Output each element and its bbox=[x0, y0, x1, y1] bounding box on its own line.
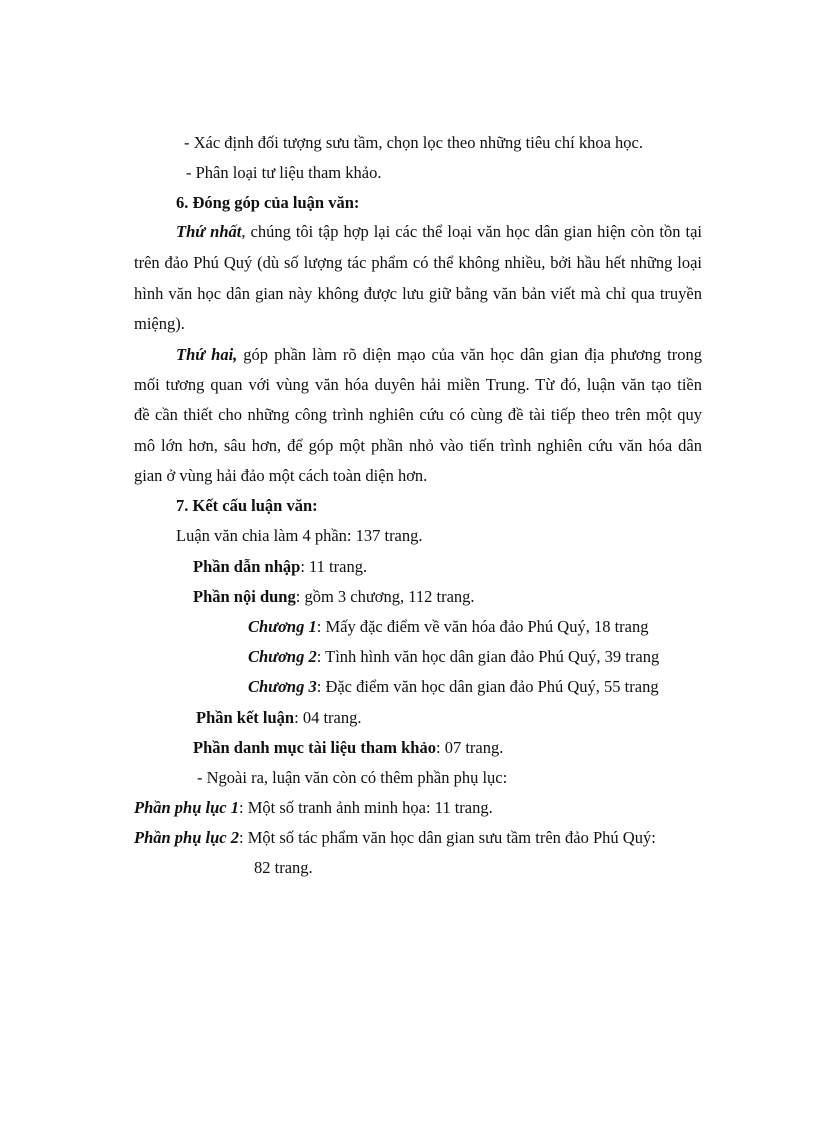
method-item-1: - Xác định đối tượng sưu tầm, chọn lọc theo những tiêu chí khoa học. bbox=[184, 133, 643, 152]
references-part: Phần danh mục tài liệu tham khảo: 07 trang. bbox=[193, 738, 504, 757]
chapter-1: Chương 1: Mấy đặc điểm về văn hóa đảo Phú Quý, 18 trang bbox=[248, 617, 649, 636]
section-7-heading: 7. Kết cấu luận văn: bbox=[176, 496, 318, 515]
first-contribution-line-4: miệng). bbox=[134, 314, 185, 333]
appendix-intro: - Ngoài ra, luận văn còn có thêm phần phụ lục: bbox=[197, 768, 508, 787]
conclusion-part: Phần kết luận: 04 trang. bbox=[196, 708, 362, 727]
first-contribution-line-3: hình văn học dân gian này không được lưu giữ bằng văn bản viết mà chỉ qua truyền bbox=[134, 284, 702, 303]
second-label: Thứ hai, bbox=[176, 345, 238, 364]
appendix-2-continuation: 82 trang. bbox=[254, 858, 313, 877]
appendix-1: Phần phụ lục 1: Một số tranh ảnh minh họa: 11 trang. bbox=[134, 798, 493, 817]
second-contribution-line-3: đề cần thiết cho những công trình nghiên cứu có cùng đề tài tiếp theo trên một quy bbox=[134, 405, 702, 424]
intro-part: Phần dẫn nhập: 11 trang. bbox=[193, 557, 368, 576]
first-label: Thứ nhất bbox=[176, 222, 242, 241]
method-item-2: - Phân loại tư liệu tham khảo. bbox=[186, 163, 382, 182]
chapter-2: Chương 2: Tình hình văn học dân gian đảo Phú Quý, 39 trang bbox=[248, 647, 660, 666]
appendix-2: Phần phụ lục 2: Một số tác phẩm văn học dân gian sưu tầm trên đảo Phú Quý: bbox=[134, 828, 656, 847]
second-contribution-line-4: mô lớn hơn, sâu hơn, để góp một phần nhỏ vào tiến trình nghiên cứu văn hóa dân bbox=[134, 436, 702, 455]
first-contribution-line-1: Thứ nhất, chúng tôi tập hợp lại các thể loại văn học dân gian hiện còn tồn tại bbox=[176, 222, 702, 241]
chapter-3: Chương 3: Đặc điểm văn học dân gian đảo Phú Quý, 55 trang bbox=[248, 677, 659, 696]
content-part: Phần nội dung: gồm 3 chương, 112 trang. bbox=[193, 587, 475, 606]
structure-intro: Luận văn chia làm 4 phần: 137 trang. bbox=[176, 526, 423, 545]
section-6-heading: 6. Đóng góp của luận văn: bbox=[176, 193, 360, 212]
first-contribution-line-2: trên đảo Phú Quý (dù số lượng tác phẩm có thể không nhiều, bởi hầu hết những loại bbox=[134, 253, 702, 272]
second-contribution-line-2: mối tương quan với vùng văn hóa duyên hải miền Trung. Từ đó, luận văn tạo tiền bbox=[134, 375, 702, 394]
second-contribution-line-1: Thứ hai, góp phần làm rõ diện mạo của văn học dân gian địa phương trong bbox=[176, 345, 702, 364]
second-contribution-line-5: gian ở vùng hải đảo một cách toàn diện hơn. bbox=[134, 466, 428, 485]
